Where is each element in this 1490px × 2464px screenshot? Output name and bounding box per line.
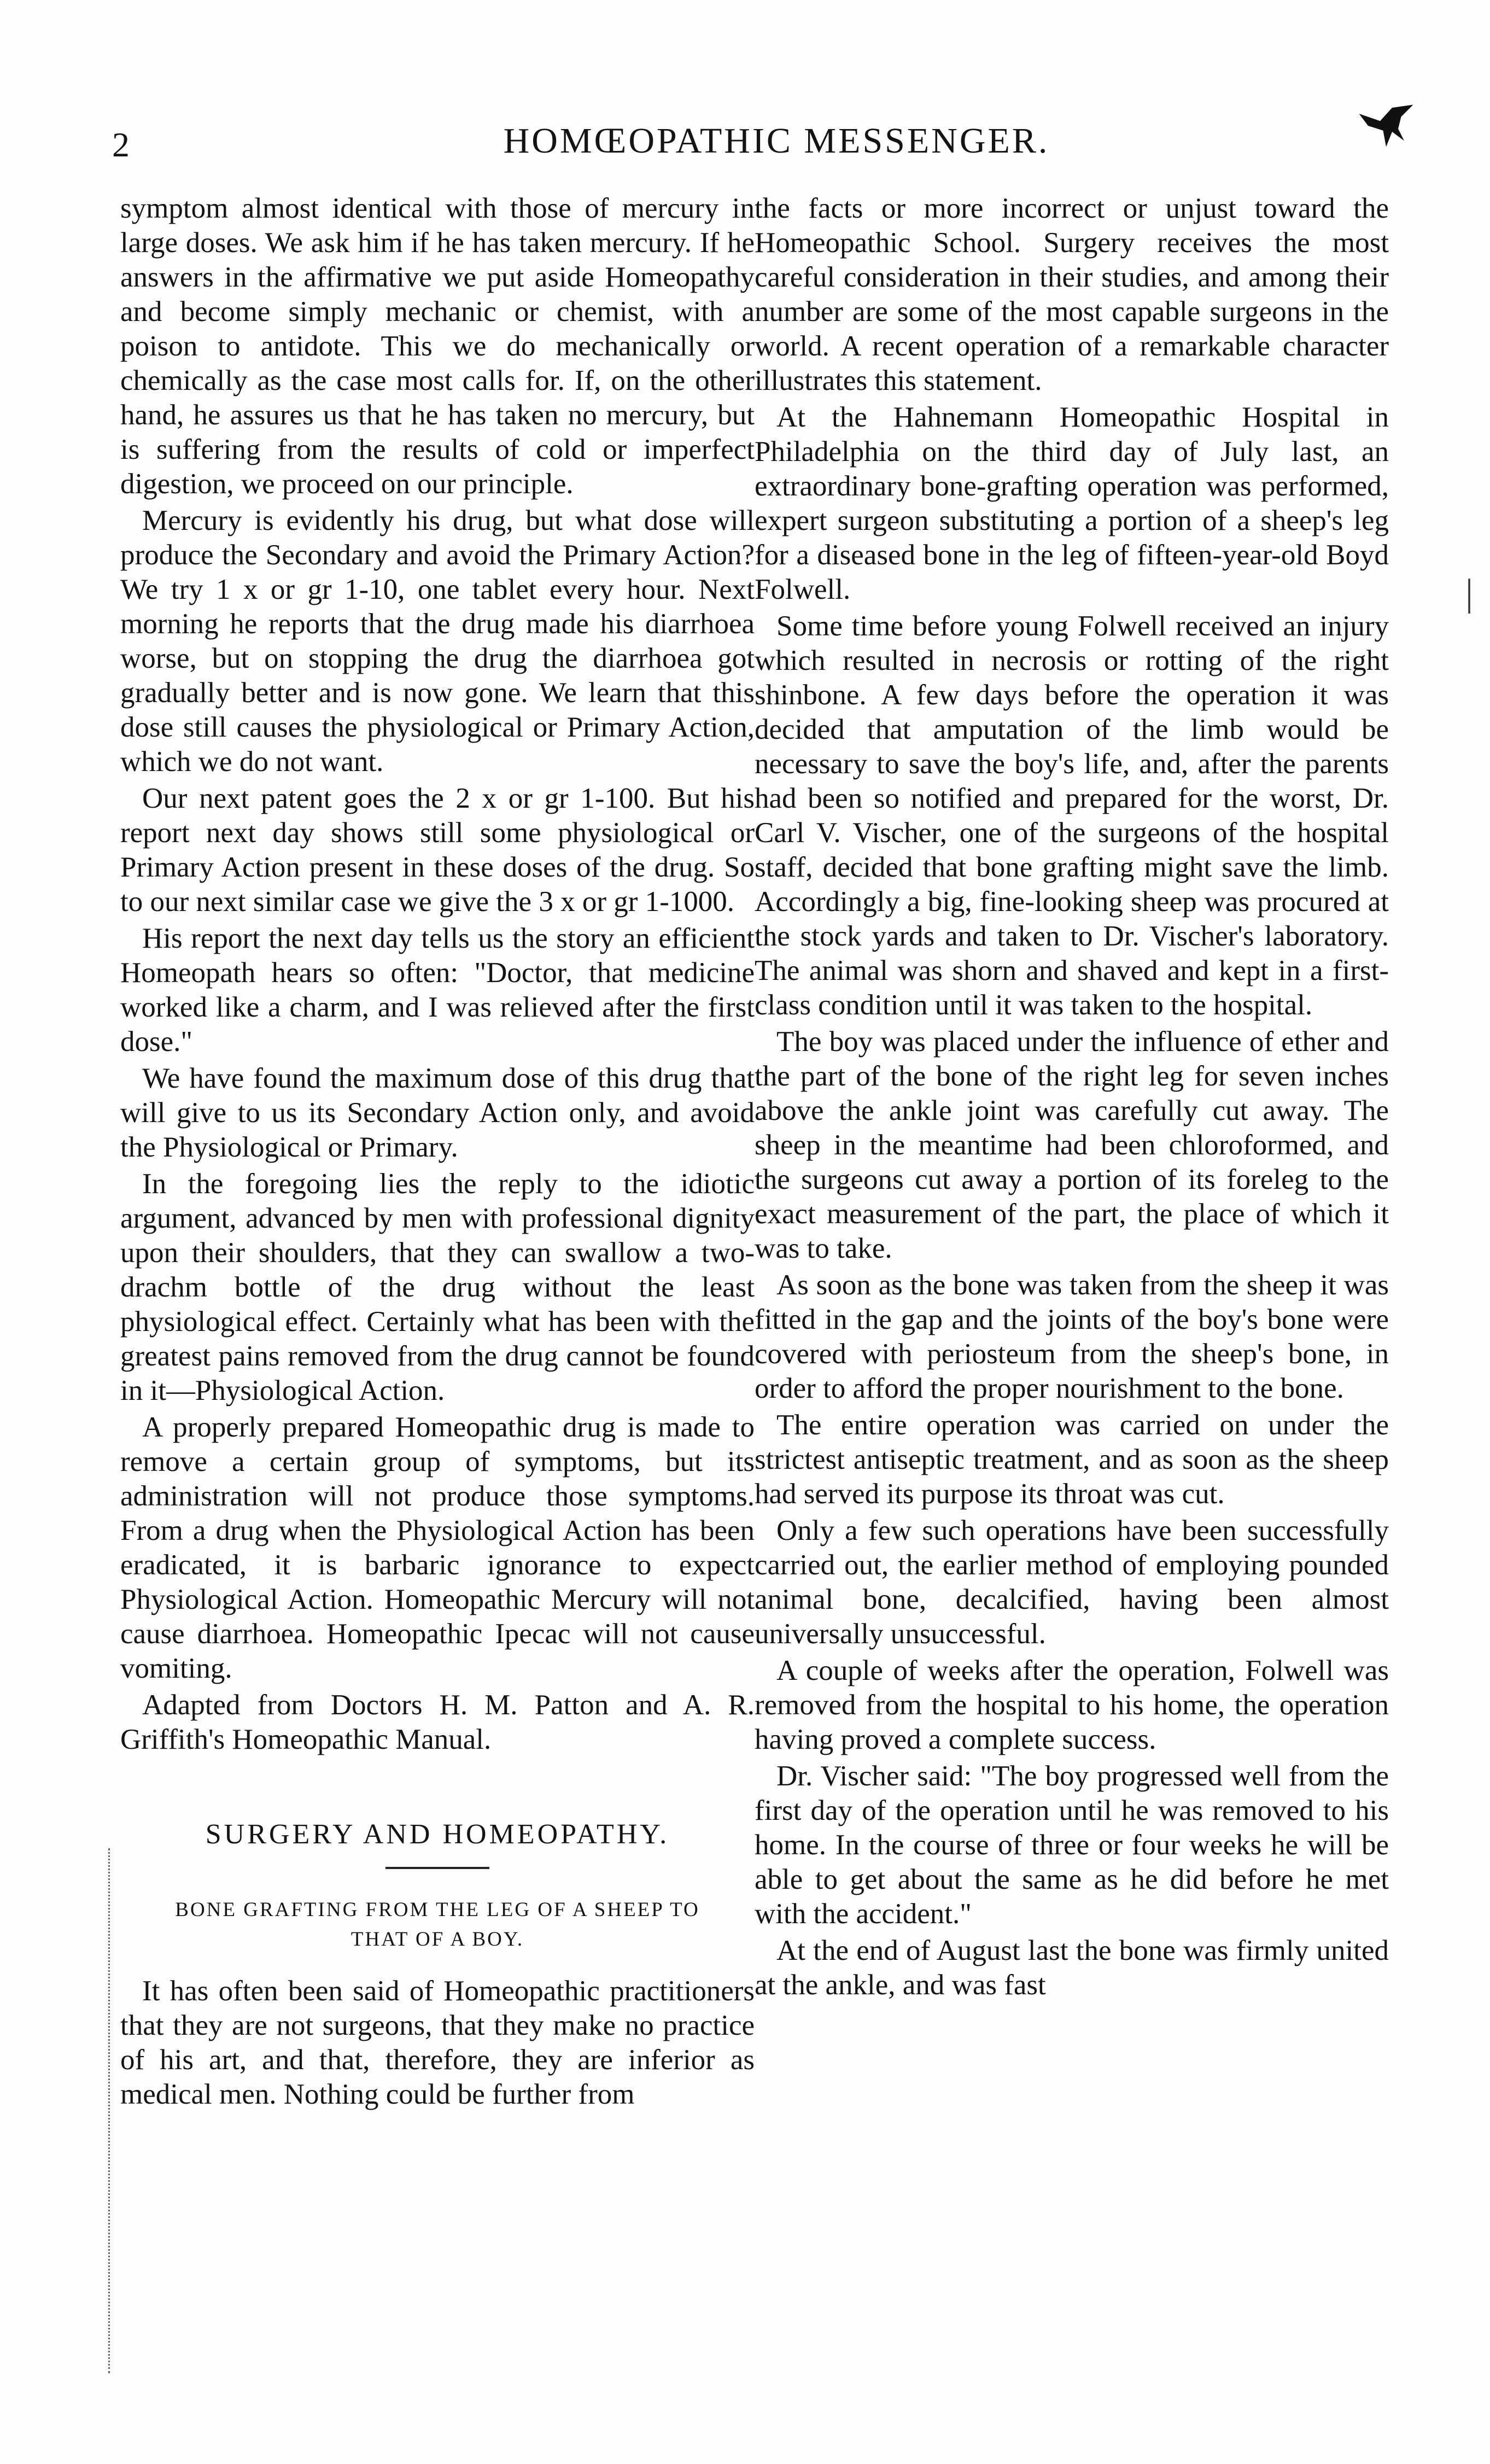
paragraph: Mercury is evidently his drug, but what dose will produce the Secondary and avoid the Primary Action? We try 1 x or gr 1-10, one tablet every hour. Next morning he reports that the drug made his diarrhoea worse, but on stopping the drug the diarrhoea got gradually better and is now gone. We learn that this dose still causes the physiological or Primary Action, which we do not want. xyxy=(120,505,755,778)
paragraph: the facts or more incorrect or unjust toward the Homeopathic School. Surgery receives the most careful consideration in their studies, and among their number are some of the most capable surgeons in the world. A recent operation of a remarkable character illustrates this statement. xyxy=(755,192,1389,396)
paragraph: At the end of August last the bone was firmly united at the ankle, and was fast xyxy=(755,1935,1389,2001)
paragraph: It has often been said of Homeopathic practitioners that they are not surgeons, that they make no practice of his art, and that, therefore, they are inferior as medical men. Nothing could be further from xyxy=(120,1975,755,2110)
paragraph: symptom almost identical with those of mercury in large doses. We ask him if he has taken mercury. If he answers in the affirmative we put aside Homeopathy and become simply mechanic or chemist, with a poison to antidote. This we do mechanically or chemically as the case most calls for. If, on the other hand, he assures us that he has taken no mercury, but is suffering from the results of cold or imperfect digestion, we proceed on our principle. xyxy=(120,192,755,500)
paragraph: At the Hahnemann Homeopathic Hospital in Philadelphia on the third day of July last, an extraordinary bone-grafting operation was performed, expert surgeon substituting a portion of a sheep's leg for a diseased bone in the leg of fifteen-year-old Boyd Folwell. xyxy=(755,401,1389,605)
paragraph: We have found the maximum dose of this drug that will give to us its Secondary Action only, and avoid the Physiological or Primary. xyxy=(120,1062,755,1163)
divider xyxy=(385,1867,489,1869)
attribution: Adapted from Doctors H. M. Patton and A. R. Griffith's Homeopathic Manual. xyxy=(120,1689,755,1755)
paragraph: A couple of weeks after the operation, Folwell was removed from the hospital to his home, the operation having proved a complete success. xyxy=(755,1655,1389,1755)
paragraph: A properly prepared Homeopathic drug is made to remove a certain group of symptoms, but its administration will not produce those symptoms. From a drug when the Physiological Action has been eradicated, it is barbaric ignorance to expect Physiological Action. Homeopathic Mercury will not cause diarrhoea. Homeopathic Ipecac will not cause vomiting. xyxy=(120,1411,755,1684)
section-title: SURGERY AND HOMEOPATHY. xyxy=(205,1819,670,1850)
right-column xyxy=(755,191,1389,2005)
paragraph: The boy was placed under the influence of ether and the part of the bone of the right leg for seven inches above the ankle joint was carefully cut away. The sheep in the meantime had been chloroformed, and the surgeons cut away a portion of its foreleg to the exact measurement of the part, the place of which it was to take. xyxy=(755,1026,1389,1264)
bird-ornament-icon xyxy=(1356,96,1416,156)
page-header xyxy=(0,0,1490,175)
paragraph: Only a few such operations have been successfully carried out, the earlier method of employing pounded animal bone, decalcified, having been almost universally unsuccessful. xyxy=(755,1515,1389,1650)
paragraph: Dr. Vischer said: "The boy progressed well from the first day of the operation until he was removed to his home. In the course of three or four weeks he will be able to get about the same as he did before he met with the accident." xyxy=(755,1760,1389,1930)
paragraph: As soon as the bone was taken from the sheep it was fitted in the gap and the joints of the boy's bone were covered with periosteum from the sheep's bone, in order to afford the proper nourishment to the bone. xyxy=(755,1269,1389,1404)
running-title: HOMŒOPATHIC MESSENGER. xyxy=(503,121,1050,161)
margin-bracket-mark: | xyxy=(1465,572,1474,614)
paragraph: In the foregoing lies the reply to the idiotic argument, advanced by men with professional dignity upon their shoulders, that they can swallow a two-drachm bottle of the drug without the least physiological effect. Certainly what has been with the greatest pains removed from the drug cannot be found in it—Physiological Action. xyxy=(120,1168,755,1406)
paragraph: His report the next day tells us the story an efficient Homeopath hears so often: "Doctor, that medicine worked like a charm, and I was relieved after the first dose." xyxy=(120,922,755,1058)
article-subheading: BONE GRAFTING FROM THE LEG OF A SHEEP TO THAT OF A BOY. xyxy=(175,1899,700,1951)
margin-dotted-line xyxy=(108,1848,112,2373)
paragraph: Our next patent goes the 2 x or gr 1-100. But his report next day shows still some physiological or Primary Action present in these doses of the drug. So to our next similar case we give the 3 x or gr 1-1000. xyxy=(120,783,755,918)
left-column xyxy=(120,191,755,2114)
paragraph: The entire operation was carried on under the strictest antiseptic treatment, and as soon as the sheep had served its purpose its throat was cut. xyxy=(755,1409,1389,1510)
paragraph: Some time before young Folwell received an injury which resulted in necrosis or rotting of the right shinbone. A few days before the operation it was decided that amputation of the limb would be necessary to save the boy's life, and, after the parents had been so notified and prepared for the worst, Dr. Carl V. Vischer, one of the surgeons of the hospital staff, decided that bone grafting might save the limb. Accordingly a big, fine-looking sheep was procured at the stock yards and taken to Dr. Vischer's laboratory. The animal was shorn and shaved and kept in a first-class condition until it was taken to the hospital. xyxy=(755,610,1389,1021)
page-number: 2 xyxy=(112,125,130,164)
